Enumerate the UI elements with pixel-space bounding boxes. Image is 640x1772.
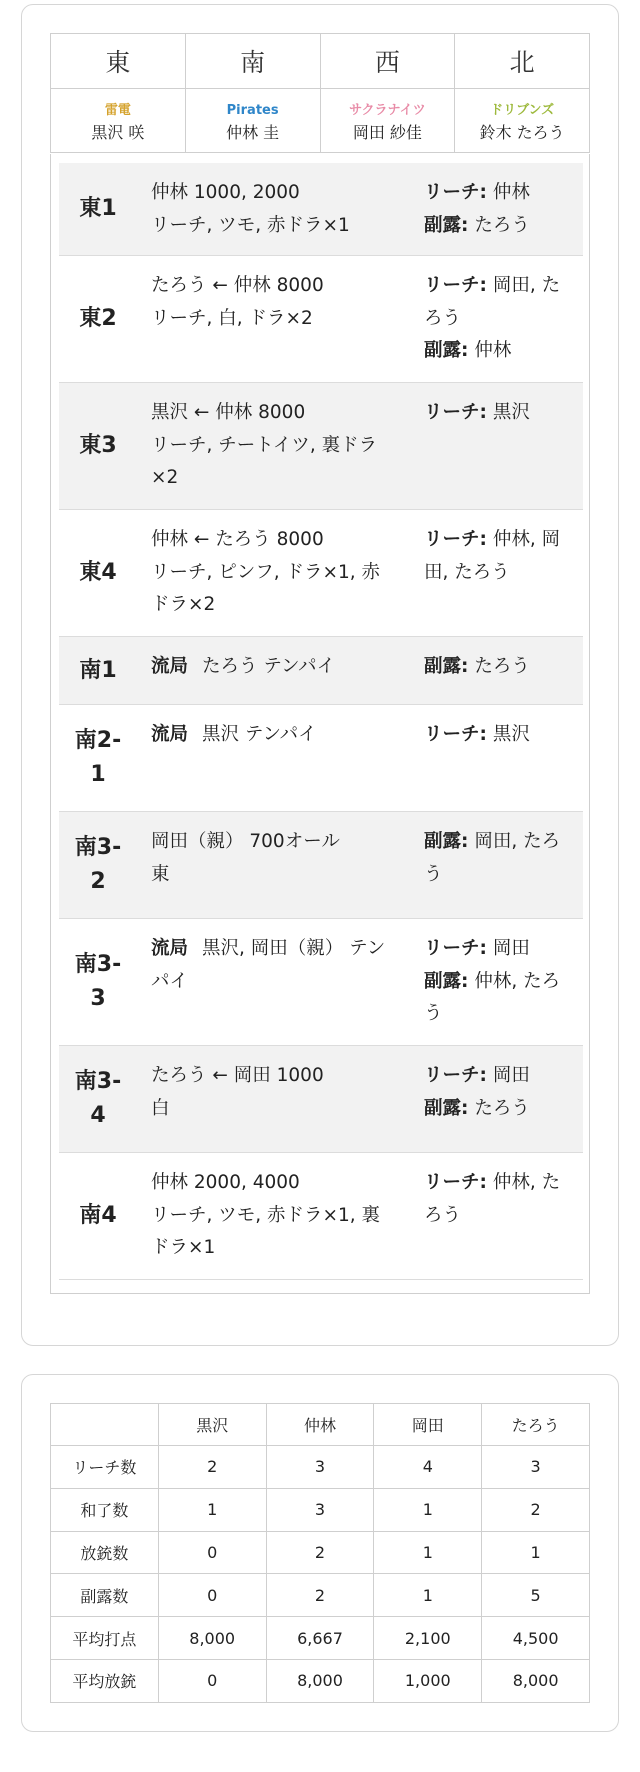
wind-south: 南 [185, 34, 320, 89]
result-line: 岡田（親） 700オール [151, 831, 340, 852]
riichi-key: リーチ [424, 275, 480, 296]
furo-players: 仲林 [474, 340, 512, 361]
stats-player-header: 岡田 [374, 1404, 482, 1446]
furo-key: 副露 [424, 656, 462, 677]
round-result [151, 933, 397, 998]
stats-value: 1,000 [374, 1659, 482, 1702]
colon: : [479, 275, 487, 296]
stats-value: 8,000 [266, 1659, 374, 1702]
seat-west [320, 89, 455, 153]
round-label: 南2- 1 [74, 728, 122, 787]
riichi-key: リーチ [424, 938, 480, 959]
furo-key: 副露 [424, 970, 462, 992]
round-result [151, 719, 397, 752]
result-line: 黒沢 ← 仲林 8000 [151, 402, 306, 423]
round-row [59, 812, 583, 919]
ryukyoku-label: 流局 [151, 724, 189, 745]
player-name: 仲林 圭 [226, 122, 280, 142]
round-meta [424, 1167, 574, 1232]
furo-players: 岡田, たろう [424, 831, 561, 885]
result-line: 仲林 2000, 4000 [151, 1172, 300, 1193]
round-result [151, 651, 397, 684]
round-row [59, 919, 583, 1046]
seat-south [185, 89, 320, 153]
result-text: たろう テンパイ [202, 656, 336, 677]
furo-key: 副露 [424, 340, 462, 361]
stats-value: 2 [158, 1446, 266, 1489]
stats-value: 1 [158, 1488, 266, 1531]
colon: : [461, 214, 469, 236]
round-label: 南3- 2 [74, 835, 122, 894]
stats-label: 和了数 [51, 1488, 159, 1531]
furo-players: 仲林, たろう [424, 970, 561, 1024]
stats-value: 1 [374, 1531, 482, 1574]
riichi-players: 黒沢 [492, 724, 530, 745]
riichi-key: リーチ [424, 402, 480, 423]
stats-value: 1 [482, 1531, 590, 1574]
stats-label: 放銃数 [51, 1531, 159, 1574]
round-meta [424, 524, 574, 589]
stats-player-header: 仲林 [266, 1404, 374, 1446]
round-row [59, 510, 583, 637]
stats-value: 2,100 [374, 1617, 482, 1660]
colon: : [479, 1065, 487, 1086]
stats-row [51, 1659, 590, 1702]
round-result [151, 177, 397, 242]
riichi-players: 仲林, たろう [424, 1172, 561, 1226]
round-label: 南4 [79, 1203, 117, 1228]
round-meta [424, 177, 574, 242]
stats-value: 0 [158, 1531, 266, 1574]
round-row [59, 637, 583, 705]
game-log-card [21, 4, 619, 1346]
result-line: 仲林 ← たろう 8000 [151, 529, 324, 550]
colon: : [461, 1097, 469, 1119]
stats-value: 3 [266, 1488, 374, 1531]
colon: : [479, 182, 487, 203]
colon: : [461, 970, 469, 992]
result-text: 黒沢 テンパイ [202, 724, 317, 745]
round-result [151, 1060, 397, 1125]
wind-north: 北 [455, 34, 590, 89]
stats-label: 平均放銃 [51, 1659, 159, 1702]
stats-value: 6,667 [266, 1617, 374, 1660]
stats-player-header: 黒沢 [158, 1404, 266, 1446]
seat-east [51, 89, 186, 153]
furo-players: たろう [474, 214, 530, 236]
riichi-players: 岡田, たろう [424, 275, 561, 329]
round-label: 南3- 3 [74, 952, 122, 1011]
stats-label: 平均打点 [51, 1617, 159, 1660]
colon: : [461, 831, 469, 852]
round-meta [424, 651, 574, 684]
riichi-key: リーチ [424, 1172, 480, 1193]
round-row [59, 705, 583, 812]
riichi-players: 岡田 [492, 1065, 530, 1086]
team-name: ドリブンズ [490, 102, 555, 118]
stats-header-row [51, 1404, 590, 1446]
round-result [151, 524, 397, 622]
round-meta [424, 933, 574, 1031]
round-result [151, 1167, 397, 1265]
furo-key: 副露 [424, 214, 462, 236]
furo-key: 副露 [424, 1097, 462, 1119]
player-name: 黒沢 咲 [91, 122, 145, 142]
round-label: 東1 [79, 196, 117, 221]
colon: : [479, 724, 487, 745]
stats-value: 4 [374, 1446, 482, 1489]
rounds-list [59, 163, 583, 1280]
furo-players: たろう [474, 656, 530, 677]
result-line: たろう ← 仲林 8000 [151, 275, 324, 296]
riichi-players: 仲林 [492, 182, 530, 203]
round-result [151, 270, 397, 335]
round-meta [424, 826, 574, 891]
riichi-key: リーチ [424, 1065, 480, 1086]
round-row [59, 163, 583, 256]
team-name: 雷電 [104, 102, 131, 118]
round-meta [424, 397, 574, 430]
riichi-players: 仲林, 岡田, たろう [424, 529, 561, 583]
result-yaku: 東 [151, 863, 170, 885]
stats-value: 0 [158, 1659, 266, 1702]
stats-value: 3 [482, 1446, 590, 1489]
colon: : [461, 340, 469, 361]
result-yaku: リーチ, ツモ, 赤ドラ×1, 裏ドラ×1 [151, 1204, 381, 1258]
colon: : [479, 402, 487, 423]
ryukyoku-label: 流局 [151, 938, 189, 959]
round-result [151, 826, 397, 891]
result-text: 黒沢, 岡田（親） テンパイ [151, 938, 386, 992]
round-row [59, 1046, 583, 1153]
stats-row [51, 1488, 590, 1531]
round-label: 南1 [79, 657, 117, 683]
stats-value: 2 [482, 1488, 590, 1531]
result-line: 仲林 1000, 2000 [151, 182, 300, 203]
seat-table [50, 33, 590, 153]
furo-key: 副露 [424, 831, 462, 852]
round-meta [424, 1060, 574, 1125]
result-line: たろう ← 岡田 1000 [151, 1065, 324, 1086]
result-yaku: リーチ, ピンフ, ドラ×1, 赤ドラ×2 [151, 561, 381, 615]
ryukyoku-label: 流局 [151, 656, 189, 677]
riichi-players: 黒沢 [492, 402, 530, 423]
stats-label: 副露数 [51, 1574, 159, 1617]
round-row [59, 1153, 583, 1280]
result-yaku: リーチ, ツモ, 赤ドラ×1 [151, 214, 350, 236]
stats-row [51, 1617, 590, 1660]
colon: : [479, 1172, 487, 1193]
stats-value: 8,000 [158, 1617, 266, 1660]
stats-value: 2 [266, 1531, 374, 1574]
stats-table [50, 1403, 590, 1703]
team-name: Pirates [226, 102, 279, 118]
stats-label: リーチ数 [51, 1446, 159, 1489]
round-meta [424, 719, 574, 752]
wind-east: 東 [51, 34, 186, 89]
player-name: 鈴木 たろう [479, 122, 565, 142]
stats-corner [51, 1404, 159, 1446]
round-meta [424, 270, 574, 368]
stats-player-header: たろう [482, 1404, 590, 1446]
riichi-key: リーチ [424, 529, 480, 550]
colon: : [479, 529, 487, 550]
stats-value: 8,000 [482, 1659, 590, 1702]
colon: : [461, 656, 469, 677]
round-row [59, 383, 583, 510]
round-row [59, 256, 583, 383]
stats-row [51, 1531, 590, 1574]
stats-row [51, 1446, 590, 1489]
furo-players: たろう [474, 1097, 530, 1119]
team-name: サクラナイツ [349, 102, 426, 118]
rounds-container [50, 154, 590, 1294]
stats-card [21, 1374, 619, 1732]
round-label: 南3- 4 [74, 1069, 122, 1128]
stats-row [51, 1574, 590, 1617]
riichi-key: リーチ [424, 182, 480, 203]
result-yaku: リーチ, 白, ドラ×2 [151, 307, 313, 329]
round-label: 東3 [79, 433, 117, 458]
stats-value: 2 [266, 1574, 374, 1617]
seat-north [455, 89, 590, 153]
result-yaku: 白 [151, 1097, 170, 1119]
wind-west: 西 [320, 34, 455, 89]
round-result [151, 397, 397, 495]
stats-value: 1 [374, 1488, 482, 1531]
riichi-players: 岡田 [492, 938, 530, 959]
round-label: 東2 [79, 306, 117, 331]
stats-value: 0 [158, 1574, 266, 1617]
result-yaku: リーチ, チートイツ, 裏ドラ×2 [151, 434, 378, 488]
stats-value: 5 [482, 1574, 590, 1617]
player-name: 岡田 紗佳 [352, 122, 422, 142]
riichi-key: リーチ [424, 724, 480, 745]
round-label: 東4 [79, 560, 117, 585]
colon: : [479, 938, 487, 959]
stats-value: 1 [374, 1574, 482, 1617]
stats-value: 3 [266, 1446, 374, 1489]
stats-value: 4,500 [482, 1617, 590, 1660]
